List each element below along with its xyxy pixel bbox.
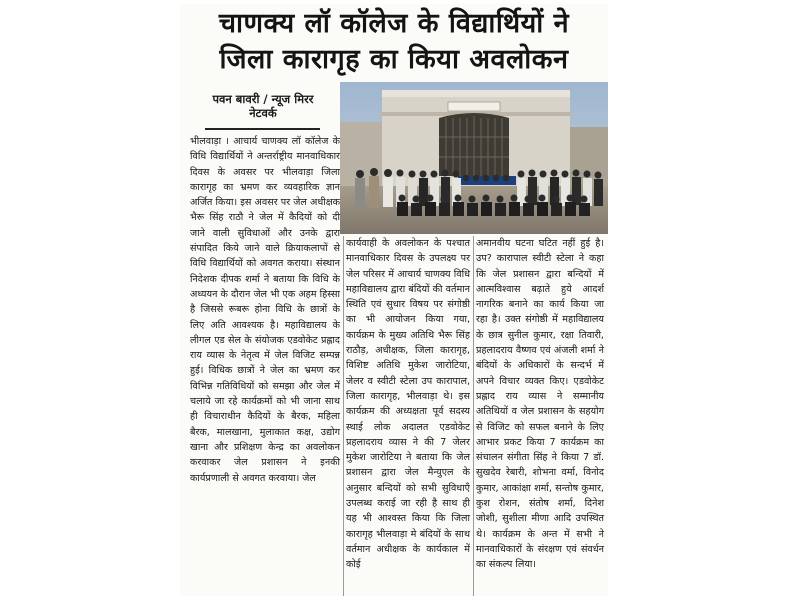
group-photo-image	[340, 82, 608, 234]
article-column-3: अमानवीय घटना घटित नहीं हुई है। उप? कारापाल स्वीटी स्टेला ने कहा कि जेल प्रशासन द्वारा बन्दियों में आत्मविश्वास बढ़ाते हुये आदर्श नागरिक बनाने का कार्य किया जा रहा है। उक्त संगोष्ठी में महाविद्यालय के छात्र सुनील कुमार, रक्षा तिवारी, प्रहलादराय वैष्णव एवं अंजली शर्मा ने बंदियों के अधिकारों के सन्दर्भ में अपने विचार व्यक्त किए। एडवोकेट प्रह्लाद राय व्यास ने सम्मानीय अतिथियों व जेल प्रशासन के सहयोग से विजिट को सफल बनाने के लिए आभार प्रकट किया 7 कार्यक्रम का संचालन संगीता सिंह ने किया 7 डॉ. सुखदेव रेबारी, शोभना वर्मा, विनोद कुमार, आकांक्षा शर्मा, सन्तोष कुमार, कुश रोशन, संतोष शर्मा, दिनेश जोशी, सुशीला मीणा आदि उपस्थित थे। कार्यक्रम के अन्त में सभी ने मानवाधिकारों के संरक्षण एवं संवर्धन का संकल्प लिया।	[476, 238, 604, 571]
headline-line-2: जिला कारागृह का किया अवलोकन	[219, 44, 569, 75]
group-photo	[340, 82, 608, 234]
gate-signboard	[448, 102, 500, 111]
byline	[188, 92, 338, 120]
headline-line-1: चाणक्य लॉ कॉलेज के विद्यार्थियों ने	[218, 8, 570, 39]
column-divider-2	[473, 236, 474, 596]
column-divider-1	[343, 236, 344, 596]
newspaper-clipping	[180, 4, 608, 596]
byline-agency: नेटवर्क	[249, 106, 277, 120]
article-column-1: भीलवाड़ा । आचार्य चाणक्य लॉ कॉलेज के विधि विद्यार्थियों ने अन्तर्राष्ट्रीय मानवाधिकार दिवस के अवसर पर भीलवाड़ा जिला कारागृह का भ्रमण कर व्यवहारिक ज्ञान अर्जित किया। इस अवसर पर जेल अधीक्षक भैरू सिंह राठौ ने जेल में कैदियों को दी जाने वाली सुविधाओं और उनके द्वारा संपादित किये जाने वाले क्रियाकलापों से विधि विद्यार्थियों को अवगत कराया। संस्थान निदेशक दीपक शर्मा ने बताया कि विधि के अध्ययन के दौरान जेल भी एक अहम हिस्सा है जिससे रूबरू होना विधि के छात्रों के लिए अति आवश्यक है। महाविद्यालय के लीगल एड सेल के संयोजक एडवोकेट प्रह्लाद राय व्यास के नेतृत्व में जेल विजिट सम्पन्न हुई। विधिक छात्रों ने जेल का भ्रमण कर विभिन्न गतिविधियों को समझा और जेल में चलाये जा रहे कार्यक्रमों को भी जाना साथ ही विचाराधीन कैदियों के बैरक, महिला बैरक, मालखाना, मुलाकात कक्ष, उद्योग खाना और प्रशिक्षण केन्द्र का अवलोकन करवाकर जेल प्रशासन ने इनकी कार्यप्रणाली से अवगत करवाया। जेल	[190, 136, 340, 484]
article-column-2: कार्यवाही के अवलोकन के पश्चात मानवाधिकार दिवस के उपलक्ष्य पर जेल परिसर में आचार्य चाणक्य विधि महाविद्यालय द्वारा बंदियों की वर्तमान स्थिति एवं सुधार विषय पर संगोष्ठी का भी आयोजन किया गया, कार्यक्रम के मुख्य अतिथि भैरू सिंह राठौड़, अधीक्षक, जिला कारागृह, विशिष्ट अतिथि मुकेश जारोटिया, जेलर व स्वीटी स्टेला उप कारापाल, जिला कारागृह, भीलवाड़ा थे। इस कार्यक्रम की अध्यक्षता पूर्व सदस्य स्थाई लोक अदालत एडवोकेट प्रहलादराय व्यास ने की 7 जेलर मुकेश जारोटिया ने बताया कि जेल प्रशासन द्वारा जेल मैन्युएल के अनुसार बन्दियों को सभी सुविधाएँ उपलब्ध कराई जा रही है साथ ही यह भी आश्वस्त किया कि जिला कारागृह भीलवाड़ा मे बंदियों के साथ वर्तमान अधीक्षक के कार्यकाल में कोई	[346, 238, 470, 571]
byline-divider	[205, 128, 320, 130]
byline-author: पवन बावरी / न्यूज मिरर	[212, 92, 314, 106]
